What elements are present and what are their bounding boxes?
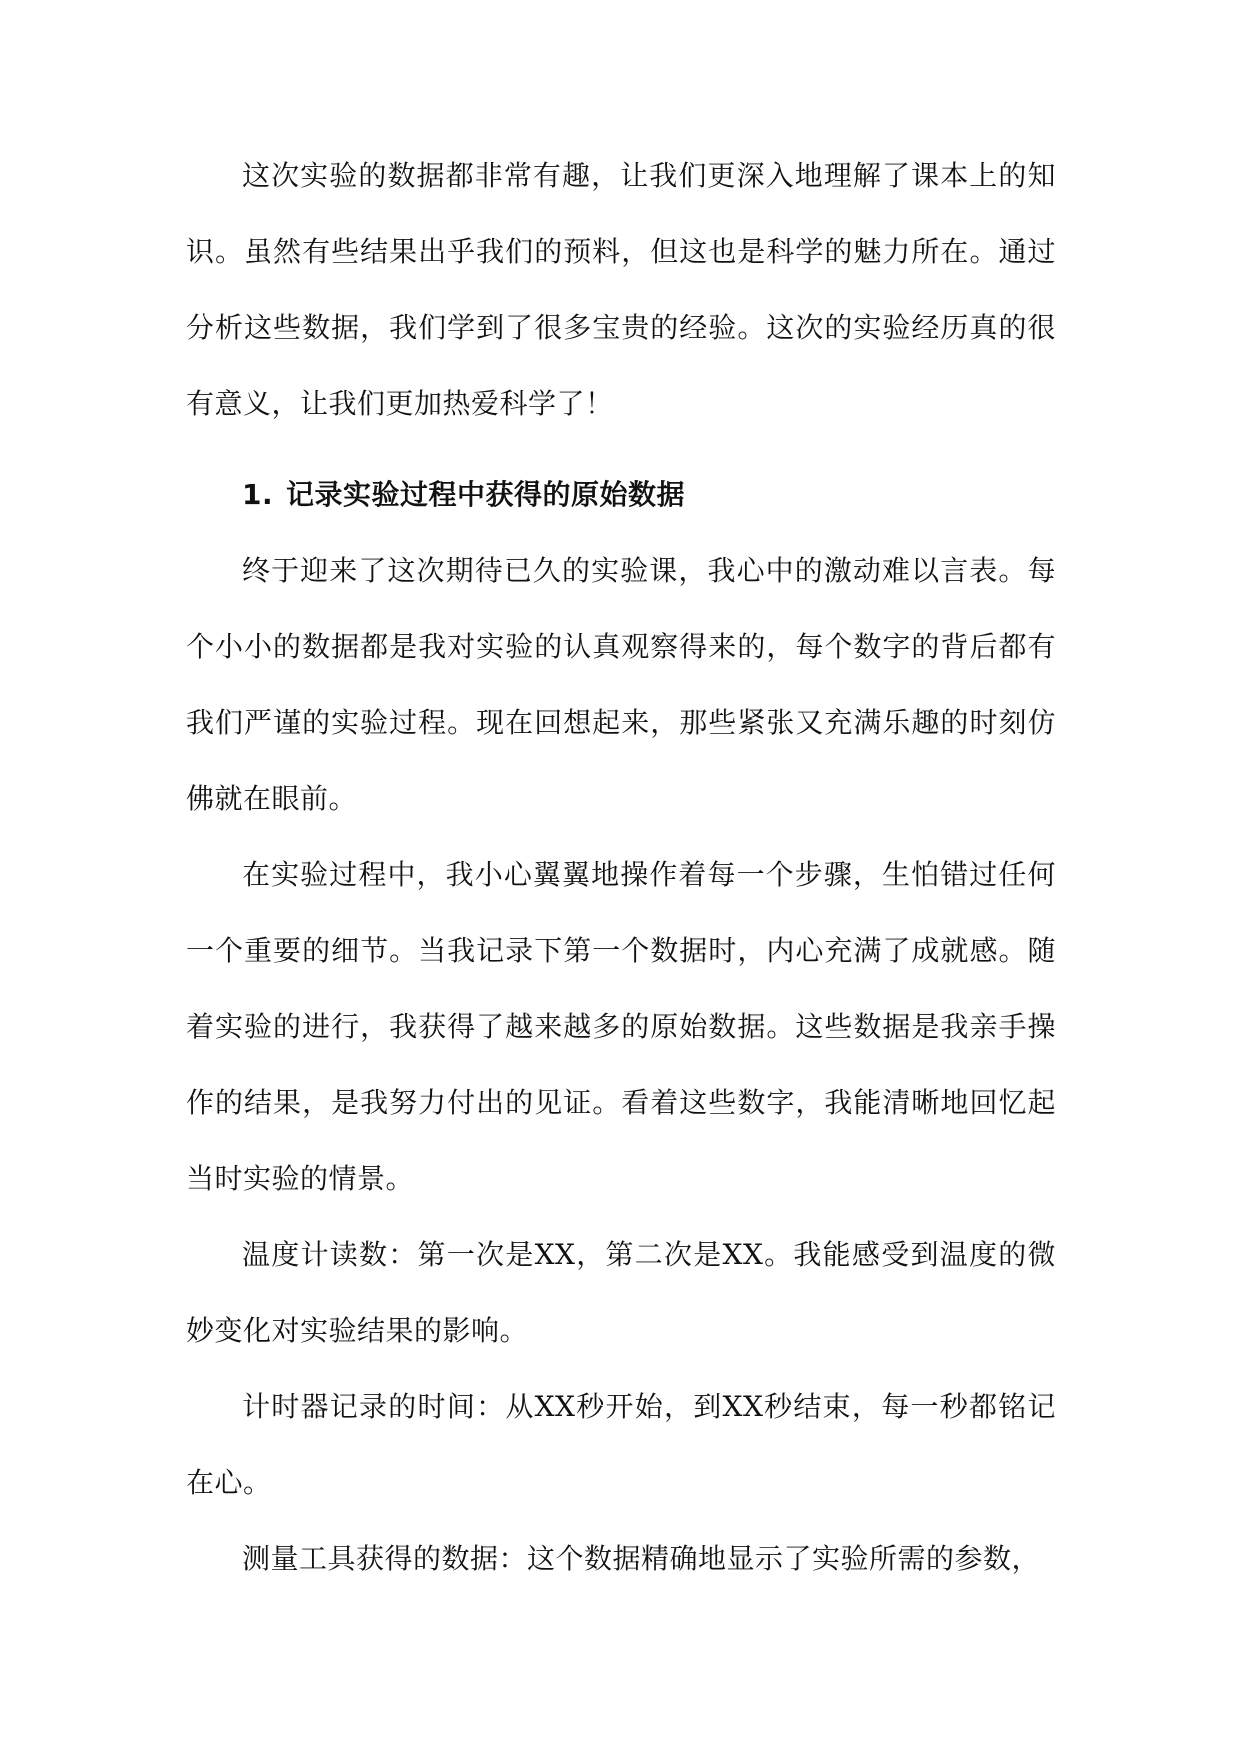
- document-body: [186, 138, 1056, 1597]
- paragraph: 计时器记录的时间：从XX秒开始，到XX秒结束，每一秒都铭记在心。: [186, 1390, 1056, 1499]
- paragraph: 测量工具获得的数据：这个数据精确地显示了实验所需的参数，: [242, 1542, 1041, 1575]
- section-heading: [186, 457, 1056, 533]
- section-number: 1.: [242, 478, 274, 511]
- section-title: 记录实验过程中获得的原始数据: [286, 478, 686, 511]
- paragraph: 在实验过程中，我小心翼翼地操作着每一个步骤，生怕错过任何一个重要的细节。当我记录下第一个数据时，内心充满了成就感。随着实验的进行，我获得了越来越多的原始数据。这些数据是我亲手操作的结果，是我努力付出的见证。看着这些数字，我能清晰地回忆起当时实验的情景。: [186, 858, 1056, 1195]
- paragraph: 终于迎来了这次期待已久的实验课，我心中的激动难以言表。每个小小的数据都是我对实验的认真观察得来的，每个数字的背后都有我们严谨的实验过程。现在回想起来，那些紧张又充满乐趣的时刻仿佛就在眼前。: [186, 554, 1056, 815]
- paragraph: 温度计读数：第一次是XX，第二次是XX。我能感受到温度的微妙变化对实验结果的影响。: [186, 1238, 1056, 1347]
- spacer: [186, 442, 1056, 457]
- paragraph-intro: 这次实验的数据都非常有趣，让我们更深入地理解了课本上的知识。虽然有些结果出乎我们的预料，但这也是科学的魅力所在。通过分析这些数据，我们学到了很多宝贵的经验。这次的实验经历真的很有意义，让我们更加热爱科学了！: [186, 159, 1056, 420]
